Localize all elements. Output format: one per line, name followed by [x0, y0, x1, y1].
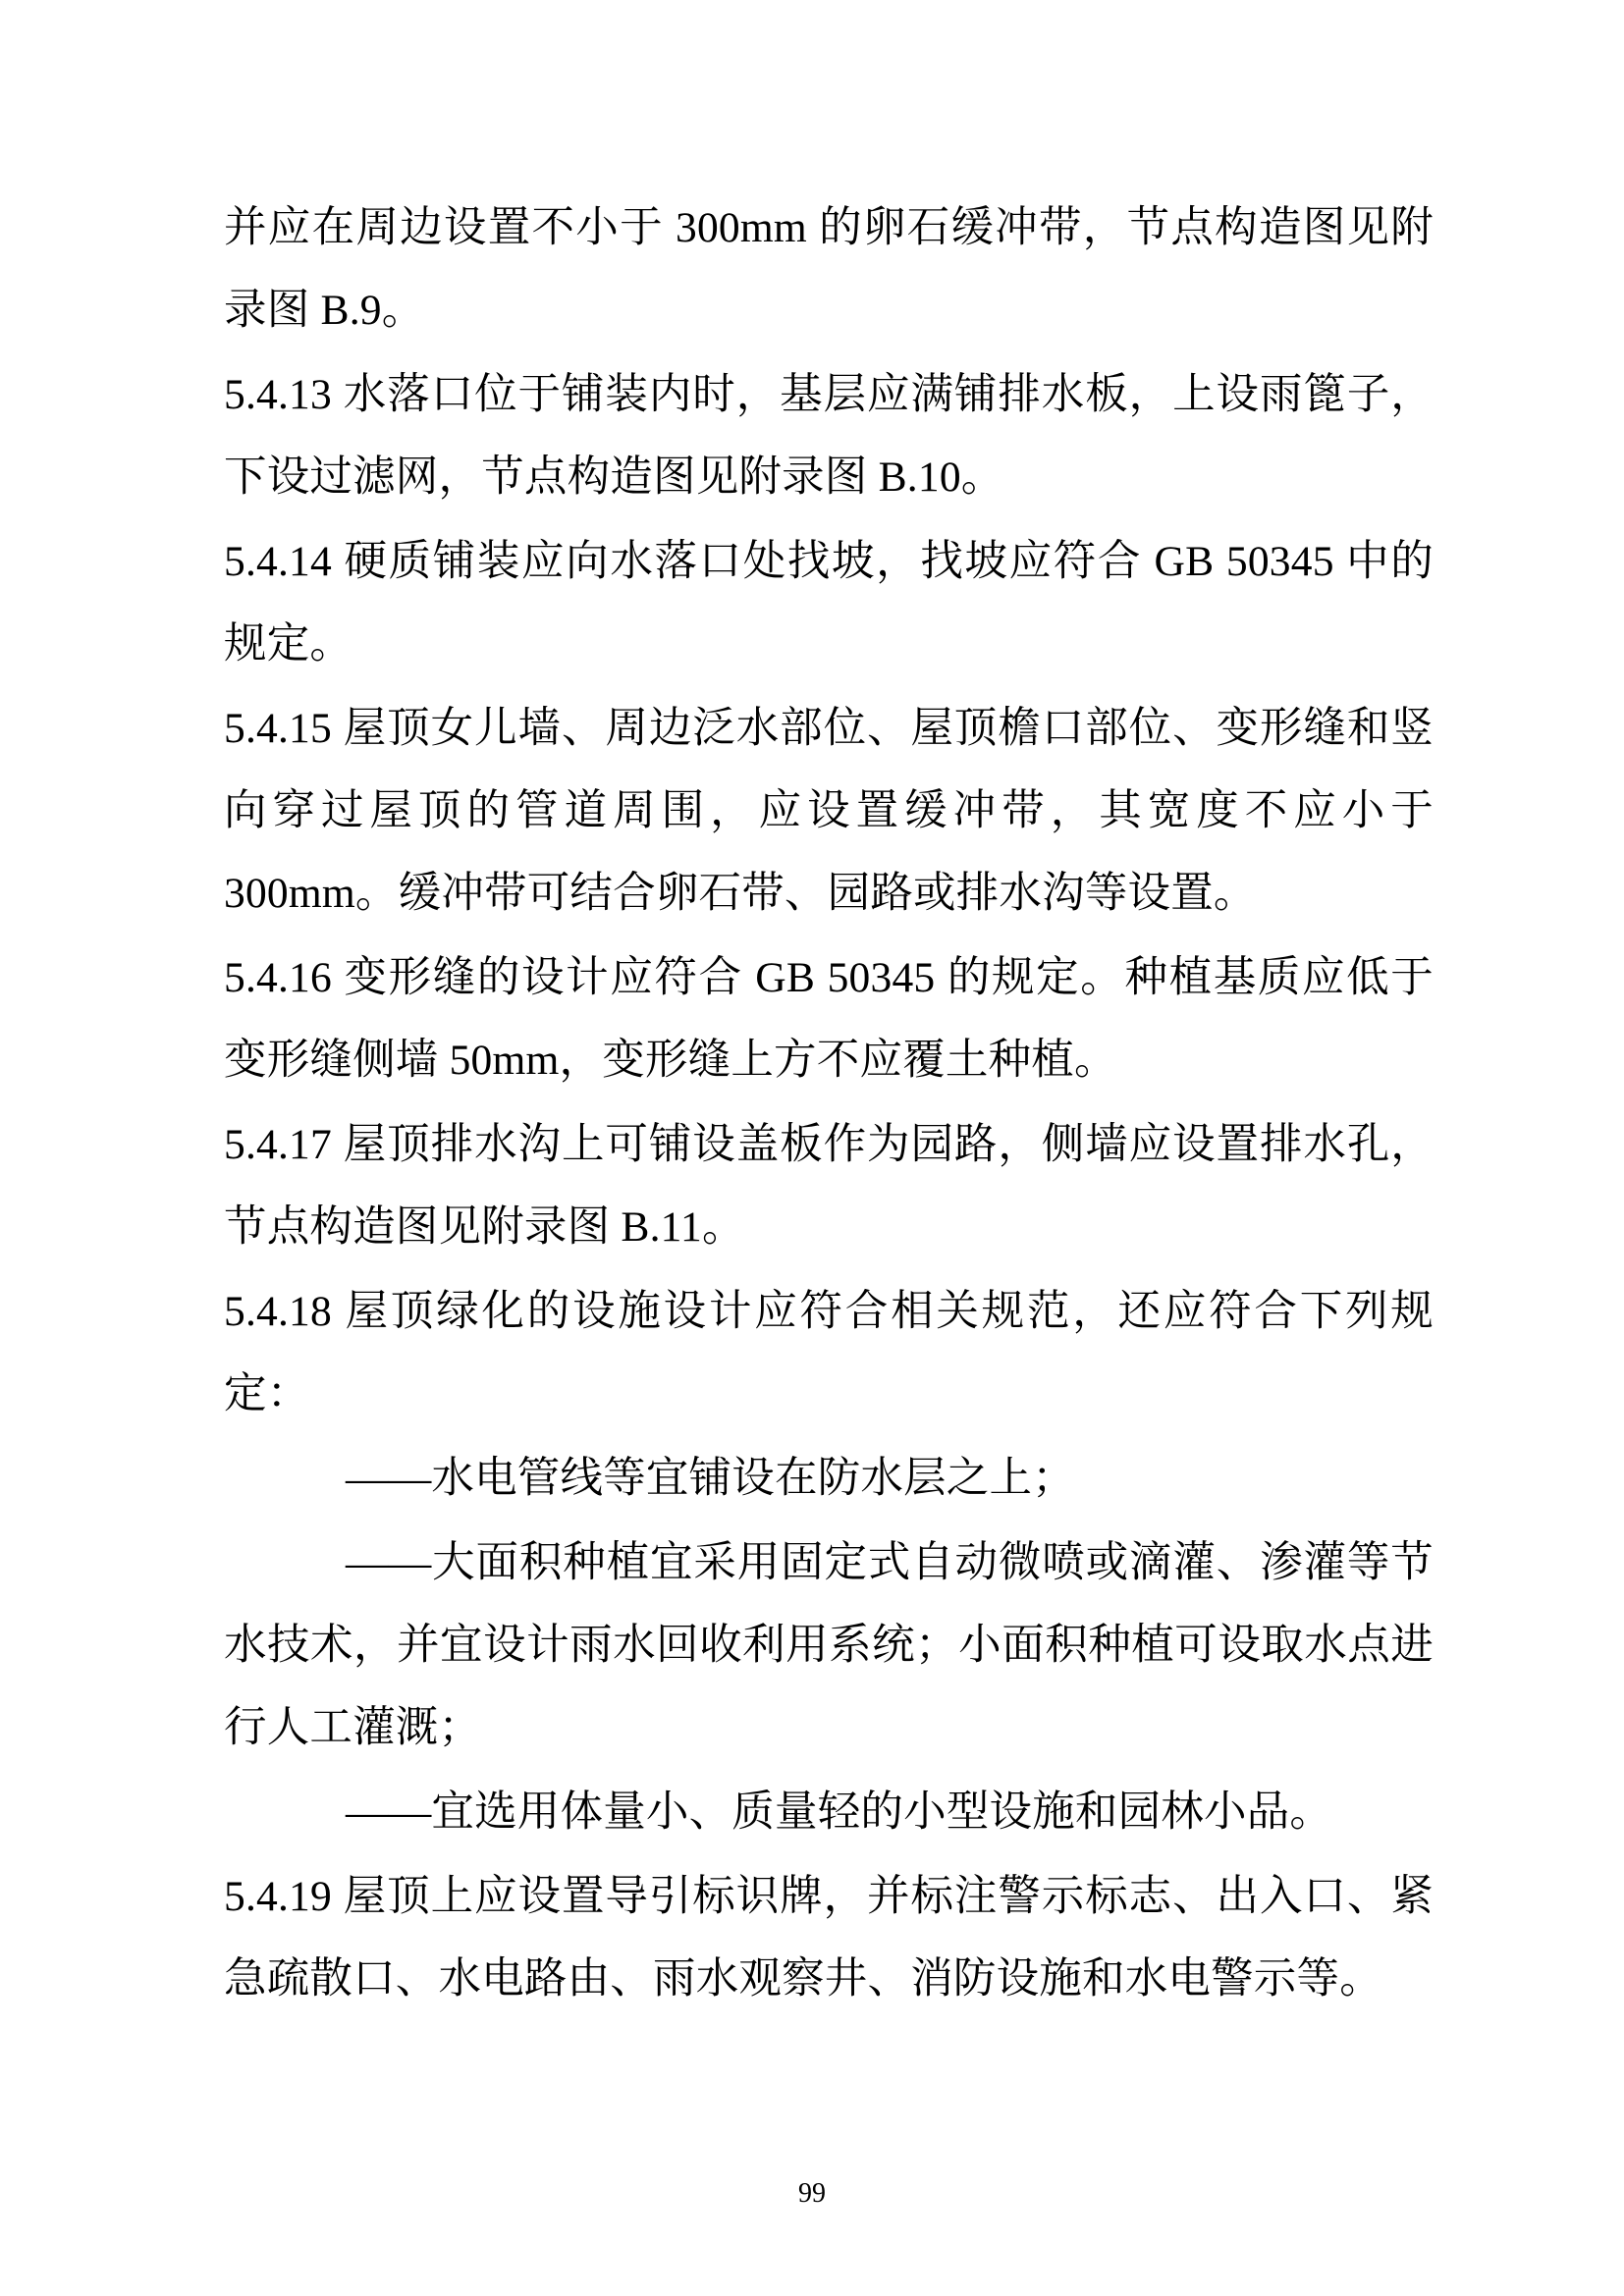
paragraph-5-4-18: 5.4.18 屋顶绿化的设施设计应符合相关规范，还应符合下列规定： [224, 1288, 1434, 1417]
paragraph-5-4-13: 5.4.13 水落口位于铺装内时，基层应满铺排水板，上设雨篦子，下设过滤网，节点构造图见附录图 B.10。 [224, 371, 1434, 501]
page-body [224, 187, 1445, 2020]
paragraph-5-4-16: 5.4.16 变形缝的设计应符合 GB 50345 的规定。种植基质应低于变形缝侧墙 50mm，变形缝上方不应覆土种植。 [224, 954, 1434, 1084]
page-number: 99 [798, 2178, 826, 2209]
paragraph-5-4-14: 5.4.14 硬质铺装应向水落口处找坡，找坡应符合 GB 50345 中的规定。 [224, 538, 1434, 667]
paragraph-5-4-19: 5.4.19 屋顶上应设置导引标识牌，并标注警示标志、出入口、紧急疏散口、水电路由、雨水观察井、消防设施和水电警示等。 [224, 1873, 1434, 2002]
paragraph-5-4-17: 5.4.17 屋顶排水沟上可铺设盖板作为园路，侧墙应设置排水孔，节点构造图见附录图 B.11。 [224, 1121, 1434, 1251]
paragraph-continuation: 并应在周边设置不小于 300mm 的卵石缓冲带，节点构造图见附录图 B.9。 [224, 204, 1434, 334]
paragraph-5-4-15: 5.4.15 屋顶女儿墙、周边泛水部位、屋顶檐口部位、变形缝和竖向穿过屋顶的管道周围，应设置缓冲带，其宽度不应小于 300mm。缓冲带可结合卵石带、园路或排水沟等设置。 [224, 705, 1445, 917]
list-item-1: ——水电管线等宜铺设在防水层之上； [346, 1455, 1075, 1502]
list-item-3: ——宜选用体量小、质量轻的小型设施和园林小品。 [346, 1789, 1333, 1836]
list-item-2: ——大面积种植宜采用固定式自动微喷或滴灌、渗灌等节水技术，并宜设计雨水回收利用系统；小面积种植可设取水点进行人工灌溉； [224, 1539, 1434, 1751]
